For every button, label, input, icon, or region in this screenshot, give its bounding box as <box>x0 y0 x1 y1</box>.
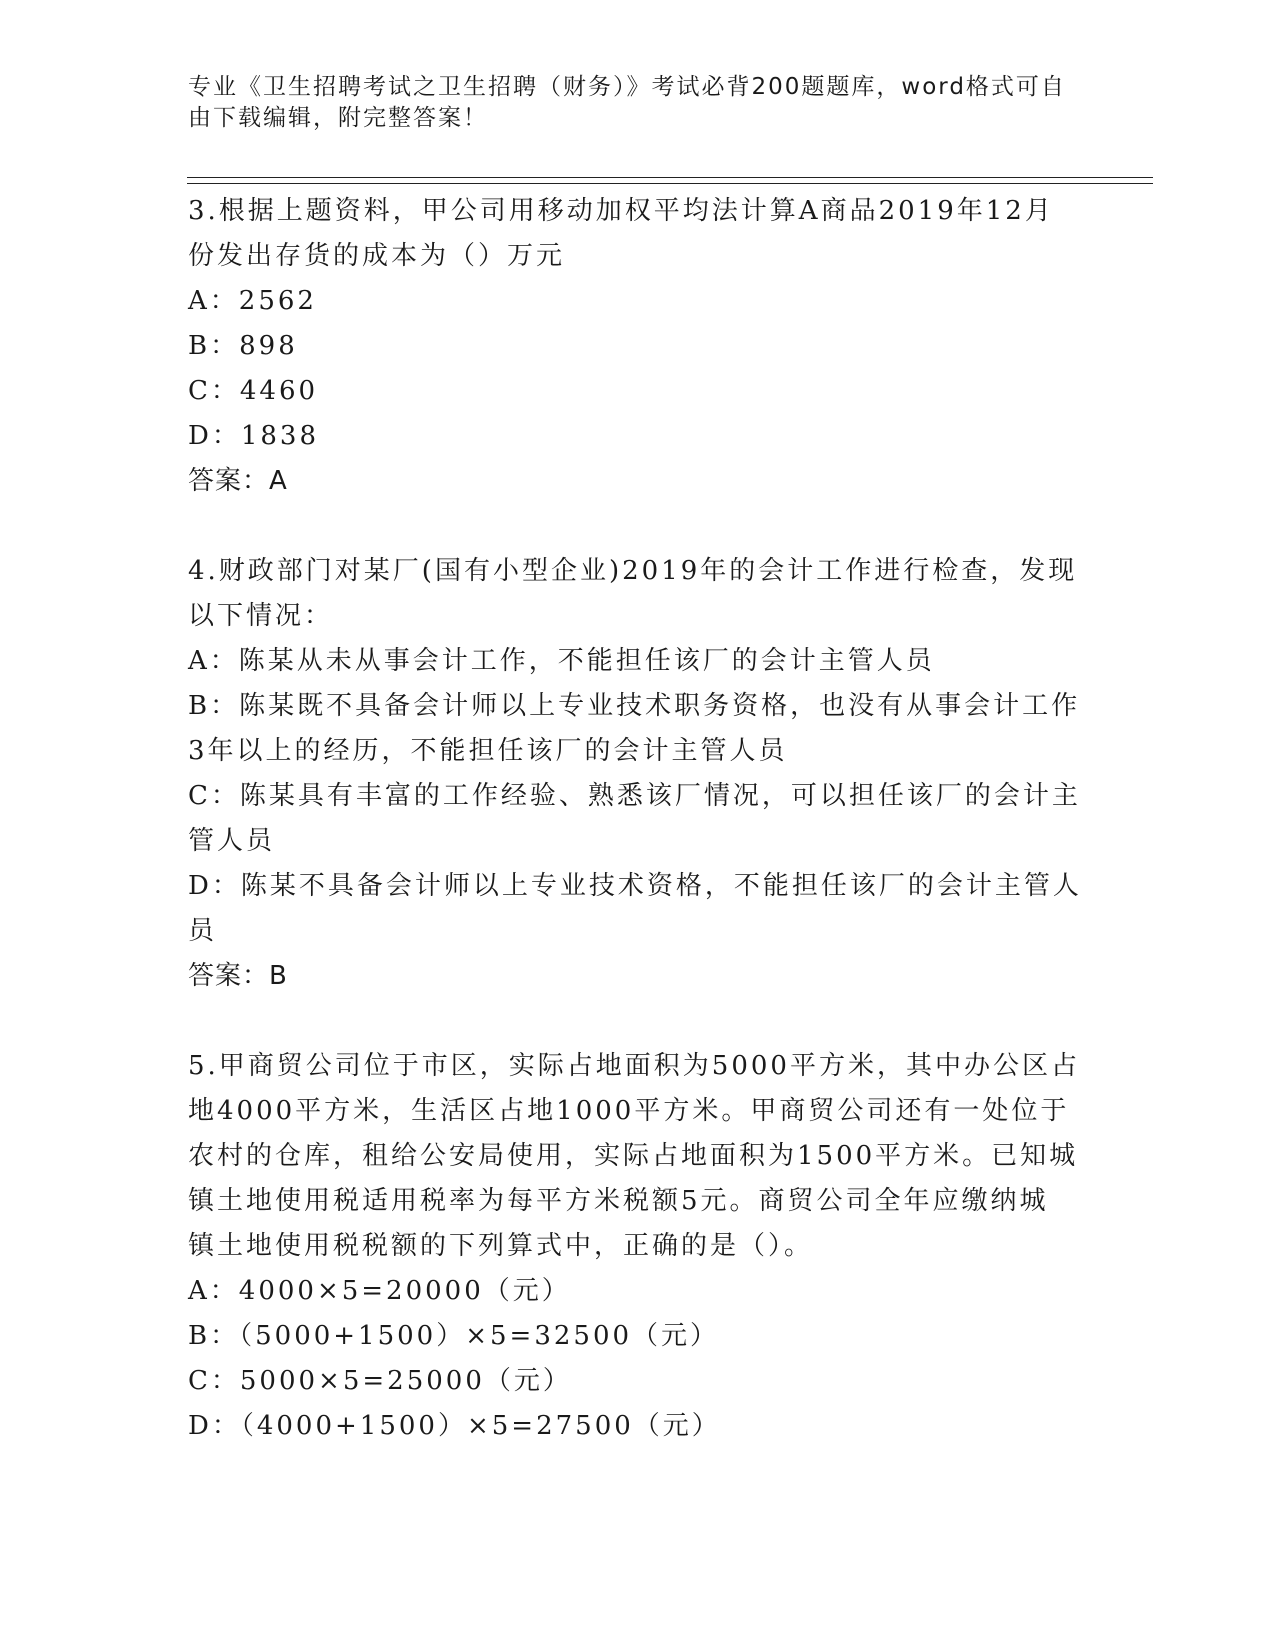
question-stem-line: 份发出存货的成本为（）万元 <box>188 241 566 271</box>
option-a-line: A：2562 <box>188 286 317 316</box>
question-gap <box>188 999 1068 1044</box>
question-stem-line: 农村的仓库，租给公安局使用，实际占地面积为1500平方米。已知城 <box>188 1141 1079 1171</box>
question-stem-line: 5.甲商贸公司位于市区，实际占地面积为5000平方米，其中办公区占 <box>188 1051 1080 1081</box>
option-d-line: D：1838 <box>188 421 320 451</box>
question-block <box>188 189 1068 504</box>
option-a-line: A：陈某从未从事会计工作，不能担任该厂的会计主管人员 <box>188 646 935 676</box>
answer-label: 答案：B <box>188 961 288 991</box>
question-stem-line: 3.根据上题资料，甲公司用移动加权平均法计算A商品2019年12月 <box>188 196 1054 226</box>
option-d-line: 员 <box>188 916 218 946</box>
header-line-1: 专业《卫生招聘考试之卫生招聘（财务）》考试必背200题题库，word格式可自 <box>188 74 1066 100</box>
header-line-2: 由下载编辑，附完整答案！ <box>188 105 488 131</box>
option-b-line: 3年以上的经历，不能担任该厂的会计主管人员 <box>188 736 788 766</box>
question-stem-line: 镇土地使用税税额的下列算式中，正确的是（）。 <box>188 1231 814 1261</box>
option-c-line: 管人员 <box>188 826 276 856</box>
option-b-line: B：陈某既不具备会计师以上专业技术职务资格，也没有从事会计工作 <box>188 691 1081 721</box>
question-gap <box>188 504 1068 549</box>
question-stem-line: 4.财政部门对某厂(国有小型企业)2019年的会计工作进行检查，发现 <box>188 556 1078 586</box>
option-c-line: C：陈某具有丰富的工作经验、熟悉该厂情况，可以担任该厂的会计主 <box>188 781 1081 811</box>
question-block <box>188 1044 1080 1449</box>
answer-label: 答案：A <box>188 466 288 496</box>
question-stem-line: 地4000平方米，生活区占地1000平方米。甲商贸公司还有一处位于 <box>188 1096 1070 1126</box>
option-b-line: B：（5000+1500）×5=32500（元） <box>188 1321 720 1351</box>
option-a-line: A：4000×5=20000（元） <box>188 1276 571 1306</box>
question-block <box>188 549 1082 999</box>
question-stem-line: 镇土地使用税适用税率为每平方米税额5元。商贸公司全年应缴纳城 <box>188 1186 1049 1216</box>
header-rule-top <box>187 177 1153 178</box>
option-d-line: D：陈某不具备会计师以上专业技术资格，不能担任该厂的会计主管人 <box>188 871 1082 901</box>
option-d-line: D：（4000+1500）×5=27500（元） <box>188 1411 721 1441</box>
question-list <box>188 189 1082 1449</box>
header-rule-bottom <box>187 183 1153 184</box>
option-b-line: B：898 <box>188 331 298 361</box>
document-header <box>188 72 1068 134</box>
option-c-line: C：5000×5=25000（元） <box>188 1366 572 1396</box>
question-stem-line: 以下情况： <box>188 601 334 631</box>
option-c-line: C：4460 <box>188 376 319 406</box>
